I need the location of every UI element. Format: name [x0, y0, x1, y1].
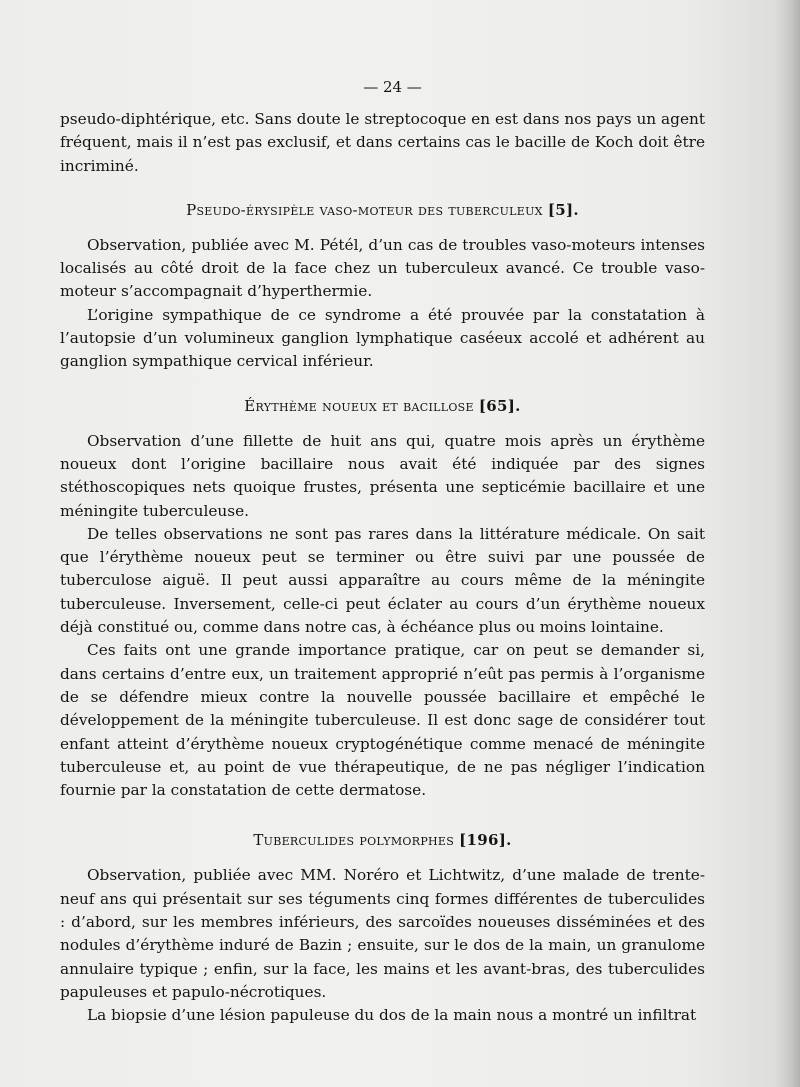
section-title: Tuberculides polymorphes: [253, 831, 455, 850]
section-reference: [5].: [547, 200, 579, 219]
section-heading-erytheme-noueux: [60, 394, 705, 418]
paragraph: Observation d’une fillette de huit ans qui, quatre mois après un érythème noueux dont l’origine bacillaire nous avait été indiquée par des signes stéthoscopiques nets quoique frustes, présenta une septicémie bacillaire et une méningite tuberculeuse.: [60, 431, 705, 520]
section-heading-tuberculides-polymorphes: [60, 828, 705, 852]
paragraph: Ces faits ont une grande importance pratique, car on peut se demander si, dans certains d’entre eux, un traitement approprié n’eût pas permis à l’organisme de se défendre mieux contre la nouvelle poussée bacillaire et empêché le développement de la méningite tuberculeuse. Il est donc sage de considérer tout enfant atteint d’érythème noueux cryptogénétique comme menacé de méningite tuberculeuse et, au point de vue thérapeutique, de ne pas négliger l’indication fournie par la constatation de cette dermatose.: [60, 641, 705, 800]
section-heading-pseudo-erysipele: [60, 198, 705, 222]
paragraph: L’origine sympathique de ce syndrome a été prouvée par la constatation à l’autopsie d’un volumineux ganglion lymphatique caséeux accolé et adhérent au ganglion sympathique cervical inférieur.: [60, 305, 705, 371]
section-reference: [65].: [478, 396, 521, 415]
paragraph: De telles observations ne sont pas rares dans la littérature médicale. On sait que l’érythème noueux peut se terminer ou être suivi par une poussée de tuberculose aiguë. Il peut aussi apparaître au cours même de la méningite tuberculeuse. Inversement, celle-ci peut éclater au cours d’un érythème noueux déjà constitué ou, comme dans notre cas, à échéance plus ou moins lointaine.: [60, 524, 705, 637]
section-title: Pseudo-érysipèle vaso-moteur des tuberculeux: [186, 200, 543, 219]
paragraph: La biopsie d’une lésion papuleuse du dos de la main nous a montré un infiltrat: [87, 1006, 697, 1025]
paragraph: Observation, publiée avec MM. Noréro et Lichtwitz, d’une malade de trente-neuf ans qui présentait sur ses téguments cinq formes différentes de tuberculides : d’abord, sur les membres inférieurs, des sarcoïdes noueuses disséminées et des nodules d’érythème induré de Bazin ; ensuite, sur le dos de la main, un granulome annulaire typique ; enfin, sur la face, les mains et les avant-bras, des tuberculides papuleuses et papulo-nécrotiques.: [60, 866, 705, 1001]
page-edge-shadow: [774, 0, 800, 1087]
page-text: [60, 70, 705, 1028]
section-reference: [196].: [459, 831, 512, 850]
page-number: — 24 —: [363, 78, 422, 96]
intro-paragraph: pseudo-diphtérique, etc. Sans doute le streptocoque en est dans nos pays un agent fréquent, mais il n’est pas exclusif, et dans certains cas le bacille de Koch doit être incriminé.: [60, 110, 705, 175]
paragraph: Observation, publiée avec M. Pétél, d’un cas de troubles vaso-moteurs intenses localisés au côté droit de la face chez un tuberculeux avancé. Ce trouble vaso-moteur s’accompagnait d’hyperthermie.: [60, 235, 705, 301]
section-title: Érythème noueux et bacillose: [244, 396, 474, 415]
